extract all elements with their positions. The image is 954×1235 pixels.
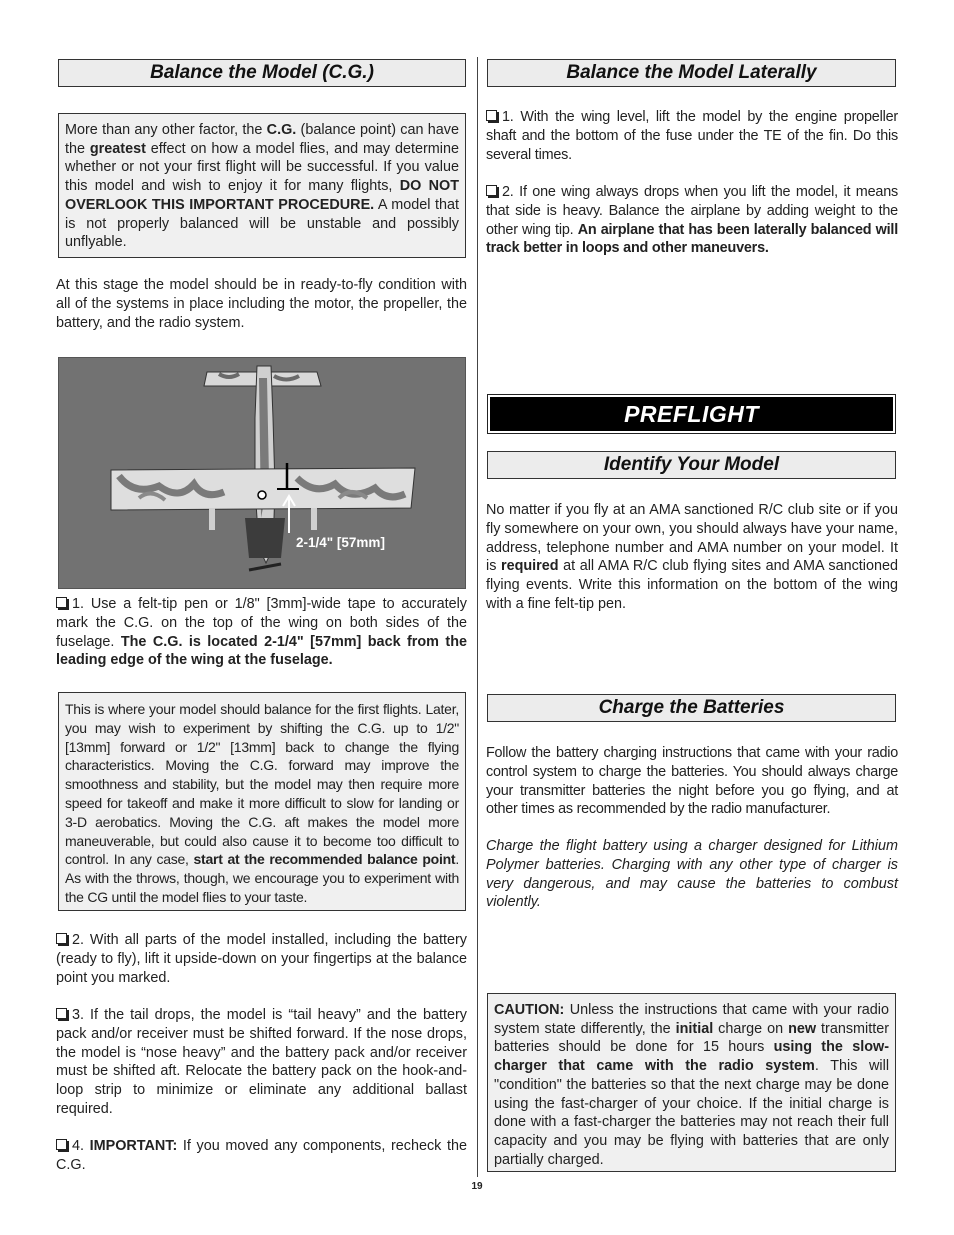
caution-text: Unless the instructions that came with your radio system state differently, the (494, 1002, 889, 1037)
caution-label: CAUTION: (494, 1002, 565, 1018)
cg-step-1-text: 1. Use a felt-tip pen or 1/8" [3mm]-wide tape to accurately mark the C.G. on the top of the wing on both sides of the fuselage. (56, 596, 467, 650)
cg-intro-text-2: (balance point) can have the (65, 122, 459, 157)
recommended-balance-emphasis: start at the recommended balance point (193, 851, 456, 868)
step-checkbox[interactable] (56, 597, 67, 608)
charge-paragraph: Follow the battery charging instructions that came with your radio control system to charge the batteries. You should always charge your transmitter batteries the night before you go flying, and at other times as recommended by the radio manufacturer. (486, 745, 898, 818)
airplane-top-view-image (59, 358, 465, 588)
lateral-section-heading: Balance the Model Laterally (487, 59, 896, 87)
caution-text-2: charge on (713, 1020, 789, 1037)
cg-term: C.G. (266, 122, 297, 138)
step-checkbox[interactable] (56, 933, 67, 944)
cg-step-4-number: 4. (72, 1138, 90, 1154)
lateral-step-2-text: 2. If one wing always drops when you lift the model, it means that side is heavy. Balance the airplane by adding weight to the other wing tip. (486, 184, 898, 238)
preflight-banner (487, 394, 896, 434)
step-checkbox[interactable] (486, 110, 497, 121)
cg-location-emphasis: The C.G. is located 2-1/4" [57mm] back from the leading edge of the wing at the fuselage. (56, 633, 467, 669)
preflight-title: PREFLIGHT (490, 397, 893, 431)
important-emphasis: IMPORTANT: (89, 1138, 178, 1154)
caution-text-4: . This will "condition" the batteries so that the next charge may be done using the fast-charger of your choice. If the initial charge is done with a fast-charger the batteries may not reach their full capacity and you may be flying with batteries that are only partially charged. (494, 1058, 890, 1168)
lateral-step-1 (486, 108, 898, 164)
cg-intro-text-4: A model that is not properly balanced will be unstable and possibly unflyable. (65, 196, 459, 251)
cg-step-4-text: If you moved any components, recheck the C.G. (56, 1138, 467, 1173)
cg-intro-text: More than any other factor, the (65, 122, 267, 138)
lateral-step-2 (486, 183, 898, 258)
do-not-overlook-warning: DO NOT OVERLOOK THIS IMPORTANT PROCEDURE. (65, 178, 459, 213)
caution-text-3: transmitter batteries should be done for 15 hours (494, 1020, 889, 1056)
identify-text-2: at all AMA R/C club flying sites and AMA sanctioned flying events. Write this information on the bottom of the wing with a fine felt-tip pen. (486, 558, 898, 612)
cg-step-4 (56, 1137, 467, 1175)
identify-paragraph (486, 501, 898, 614)
step-checkbox[interactable] (56, 1139, 67, 1150)
lipo-warning-paragraph: Charge the flight battery using a charger designed for Lithium Polymer batteries. Charging with any other type of charger is very dangerous, and may cause the batteries to combust violently. (486, 838, 898, 911)
cg-note-box (58, 692, 466, 911)
cg-note-text: This is where your model should balance for the first flights. Later, you may wish to experiment by shifting the C.G. up to 1/2" [13mm] forward or 1/2" [13mm] back to change the flying characteristics. Moving the C.G. forward may improve the smoothness and stability, but the model may then require more speed for takeoff and make it more difficult to slow for landing or 3-D aerobatics. Moving the C.G. aft makes the model more maneuverable, but could also cause it to become too difficult to control. In any case, (65, 701, 459, 868)
charge-section-heading: Charge the Batteries (487, 694, 896, 722)
cg-step-2-text: 2. With all parts of the model installed, including the battery (ready to fly), lift it upside-down on your fingertips at the balance point you marked. (56, 932, 467, 986)
cg-measurement-label: 2-1/4" [57mm] (296, 535, 385, 550)
cg-note-text-2: . As with the throws, though, we encourage you to experiment with the CG until the model flies to your taste. (65, 851, 459, 905)
cg-step-3-text: 3. If the tail drops, the model is “tail heavy” and the battery pack and/or receiver must be shifted forward. If the nose drops, the model is “nose heavy” and the battery pack and/or receiver must be shifted aft. Relocate the battery pack on the hook-and-loop strip to minimize or eliminate any additional ballast required. (56, 1007, 467, 1117)
cg-step-2 (56, 931, 467, 987)
ready-to-fly-paragraph: At this stage the model should be in ready-to-fly condition with all of the systems in place including the motor, the propeller, the battery, and the radio system. (56, 277, 467, 331)
cg-intro-text-3: effect on how a model flies, and may determine whether or not your first flight will be successful. If you value this model and wish to enjoy it for many flights, (65, 140, 459, 195)
page-number: 19 (471, 1181, 483, 1192)
cg-section-heading: Balance the Model (C.G.) (58, 59, 466, 87)
step-checkbox[interactable] (486, 185, 497, 196)
caution-box (487, 993, 896, 1172)
slow-charger-emphasis: using the slow-charger that came with the radio system (494, 1039, 889, 1075)
identify-text: No matter if you fly at an AMA sanctioned R/C club site or if you fly somewhere on your own, you should always have your name, address, telephone number and AMA number on your model. It is (486, 502, 898, 575)
greatest-emphasis: greatest (89, 140, 146, 157)
identify-section-heading: Identify Your Model (487, 451, 896, 479)
cg-photo (58, 357, 466, 589)
lateral-balance-emphasis: An airplane that has been laterally balanced will track better in loops and other maneuvers. (486, 221, 898, 257)
cg-intro-box (58, 113, 466, 258)
column-divider (477, 57, 478, 1177)
initial-emphasis: initial (675, 1020, 714, 1037)
new-emphasis: new (788, 1020, 817, 1037)
cg-step-1 (56, 595, 467, 670)
step-checkbox[interactable] (56, 1008, 67, 1019)
required-emphasis: required (500, 558, 559, 575)
cg-step-3 (56, 1006, 467, 1119)
lateral-step-1-text: 1. With the wing level, lift the model by the engine propeller shaft and the bottom of the fuse under the TE of the fin. Do this several times. (486, 109, 898, 163)
